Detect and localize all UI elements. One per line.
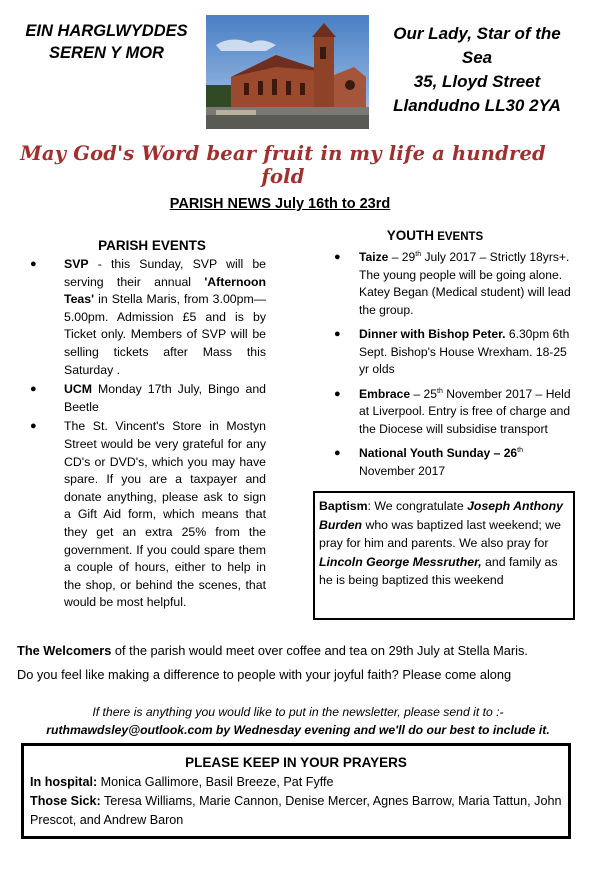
ucm-text: Monday 17th July, Bingo and Beetle [64,382,266,414]
baptism-box [313,491,575,620]
taize-sup: th [415,250,422,258]
prayers-title: PLEASE KEEP IN YOUR PRAYERS [185,755,407,770]
bullet-icon: ● [334,447,341,459]
parish-news-title-text: PARISH NEWS July 16th to 23rd [169,196,391,212]
bullet-icon: ● [334,328,341,340]
nys-sup: th [517,446,524,454]
embrace-lead: Embrace [359,386,411,401]
list-item [328,249,572,319]
youth-events-column [328,228,572,487]
english-line-2: Sea [461,48,493,67]
taize-text: July 2017 – Strictly 18yrs+. The young people will be going alone. Katey Began (Medical student) will lead the group. [359,250,571,317]
baptism-text-1: : We congratulate [367,499,468,513]
svp-text-2: in Stella Maris, from 3.00pm—5.00pm. Admission £5 and is by Ticket only. Members of SVP will be selling tickets after Mass this Saturday . [64,292,266,377]
nys-lead: National Youth Sun [359,446,470,460]
bullet-icon: ● [30,420,37,433]
welcomers-notice [17,639,587,687]
footnote-email[interactable]: ruthmawdsley@outlook.com [46,723,213,737]
header-welsh-name [14,20,199,64]
youth-title-big: YOUTH [386,228,435,243]
bullet-icon: ● [334,251,341,263]
dinner-lead: Dinner with Bishop Peter. [359,327,506,341]
nys-text-pre: day – 26 [469,446,518,460]
list-item [328,326,572,379]
sick-label: Those Sick: [30,794,101,808]
youth-title-small: EVENTS [434,231,484,243]
baptism-name-2: Lincoln George Messruther, [319,554,482,569]
welcomers-text: of the parish would meet over coffee and tea on 29th July at Stella Maris. [111,643,528,658]
taize-date: – 29 [388,250,416,264]
parish-events-title: PARISH EVENTS [98,238,206,253]
embrace-text: November 2017 – Held at Liverpool. Entry is free of charge and the Diocese will subsidise transport [359,386,571,436]
address-line-1: 35, Lloyd Street [413,72,541,91]
newsletter-footnote [0,703,596,739]
parish-events-list [22,256,266,612]
prayers-box [21,743,571,839]
parish-news-title [0,196,560,212]
welsh-line-1: EIN HARGLWYDDES [25,22,188,40]
church-photo [206,15,369,129]
embrace-date: – 25 [410,386,437,401]
address-line-2: Llandudno LL30 2YA [393,96,561,115]
svp-text-1: - this Sunday, SVP will be serving their annual [64,257,266,289]
nys-text: November 2017 [359,463,446,478]
embrace-sup: th [437,387,443,395]
baptism-label: Baptism [319,499,368,513]
hospital-names: Monica Gallimore, Basil Breeze, Pat Fyffe [97,775,334,789]
welcomers-lead: The Welcomers [17,643,112,658]
list-item [22,418,266,612]
english-line-1: Our Lady, Star of the [393,24,561,43]
bullet-icon: ● [334,387,341,400]
taize-lead: Taize [359,250,389,264]
hospital-label: In hospital: [30,775,98,789]
baptism-text-2: who was baptized last weekend; we pray for him and parents. We also pray for [319,517,561,550]
bullet-icon: ● [30,258,37,270]
svp-bold: 'Afternoon Teas' [64,274,266,307]
list-item [22,381,266,416]
list-item [328,386,572,439]
header-english-name [372,22,582,118]
baptism-text-3: and family as he is being baptized this weekend [319,554,558,587]
bullet-icon: ● [30,383,37,396]
youth-events-title [328,228,572,243]
dinner-text: 6.30pm 6th Sept. Bishop's House Wrexham. 18-25 yr olds [359,327,570,376]
motto: May God's Word bear fruit in my life a hundred fold [20,142,546,188]
parish-events-column [22,238,266,614]
sick-names: Teresa Williams, Marie Cannon, Denise Mercer, Agnes Barrow, Maria Tattun, John Prescot, and Andrew Baron [30,794,562,827]
footnote-line-1: If there is anything you would like to put in the newsletter, please send it to :- [92,705,504,719]
welcomers-line-2: Do you feel like making a difference to people with your joyful faith? Please come along [17,667,512,682]
list-item [328,445,572,480]
baptism-name-1: Joseph Anthony Burden [319,499,563,532]
footnote-line-2: by Wednesday evening and we'll do our best to include it. [212,723,550,737]
welsh-line-2: SEREN Y MOR [49,44,164,62]
youth-events-list [328,249,572,480]
ucm-lead: UCM [64,382,93,397]
list-item [22,256,266,379]
store-text: The St. Vincent's Store in Mostyn Street would be very grateful for any CD's or DVD's, which you may have spare. If you are a taxpayer and donate anything, please ask to sign a Gift Aid form, which means that they get an extra 25% from the government. If you could spare them a couple of hours, either to help in the shop, or behind the scenes, that would be most helpful. [64,419,266,610]
svp-lead: SVP [64,257,89,271]
church-illustration [206,15,369,129]
